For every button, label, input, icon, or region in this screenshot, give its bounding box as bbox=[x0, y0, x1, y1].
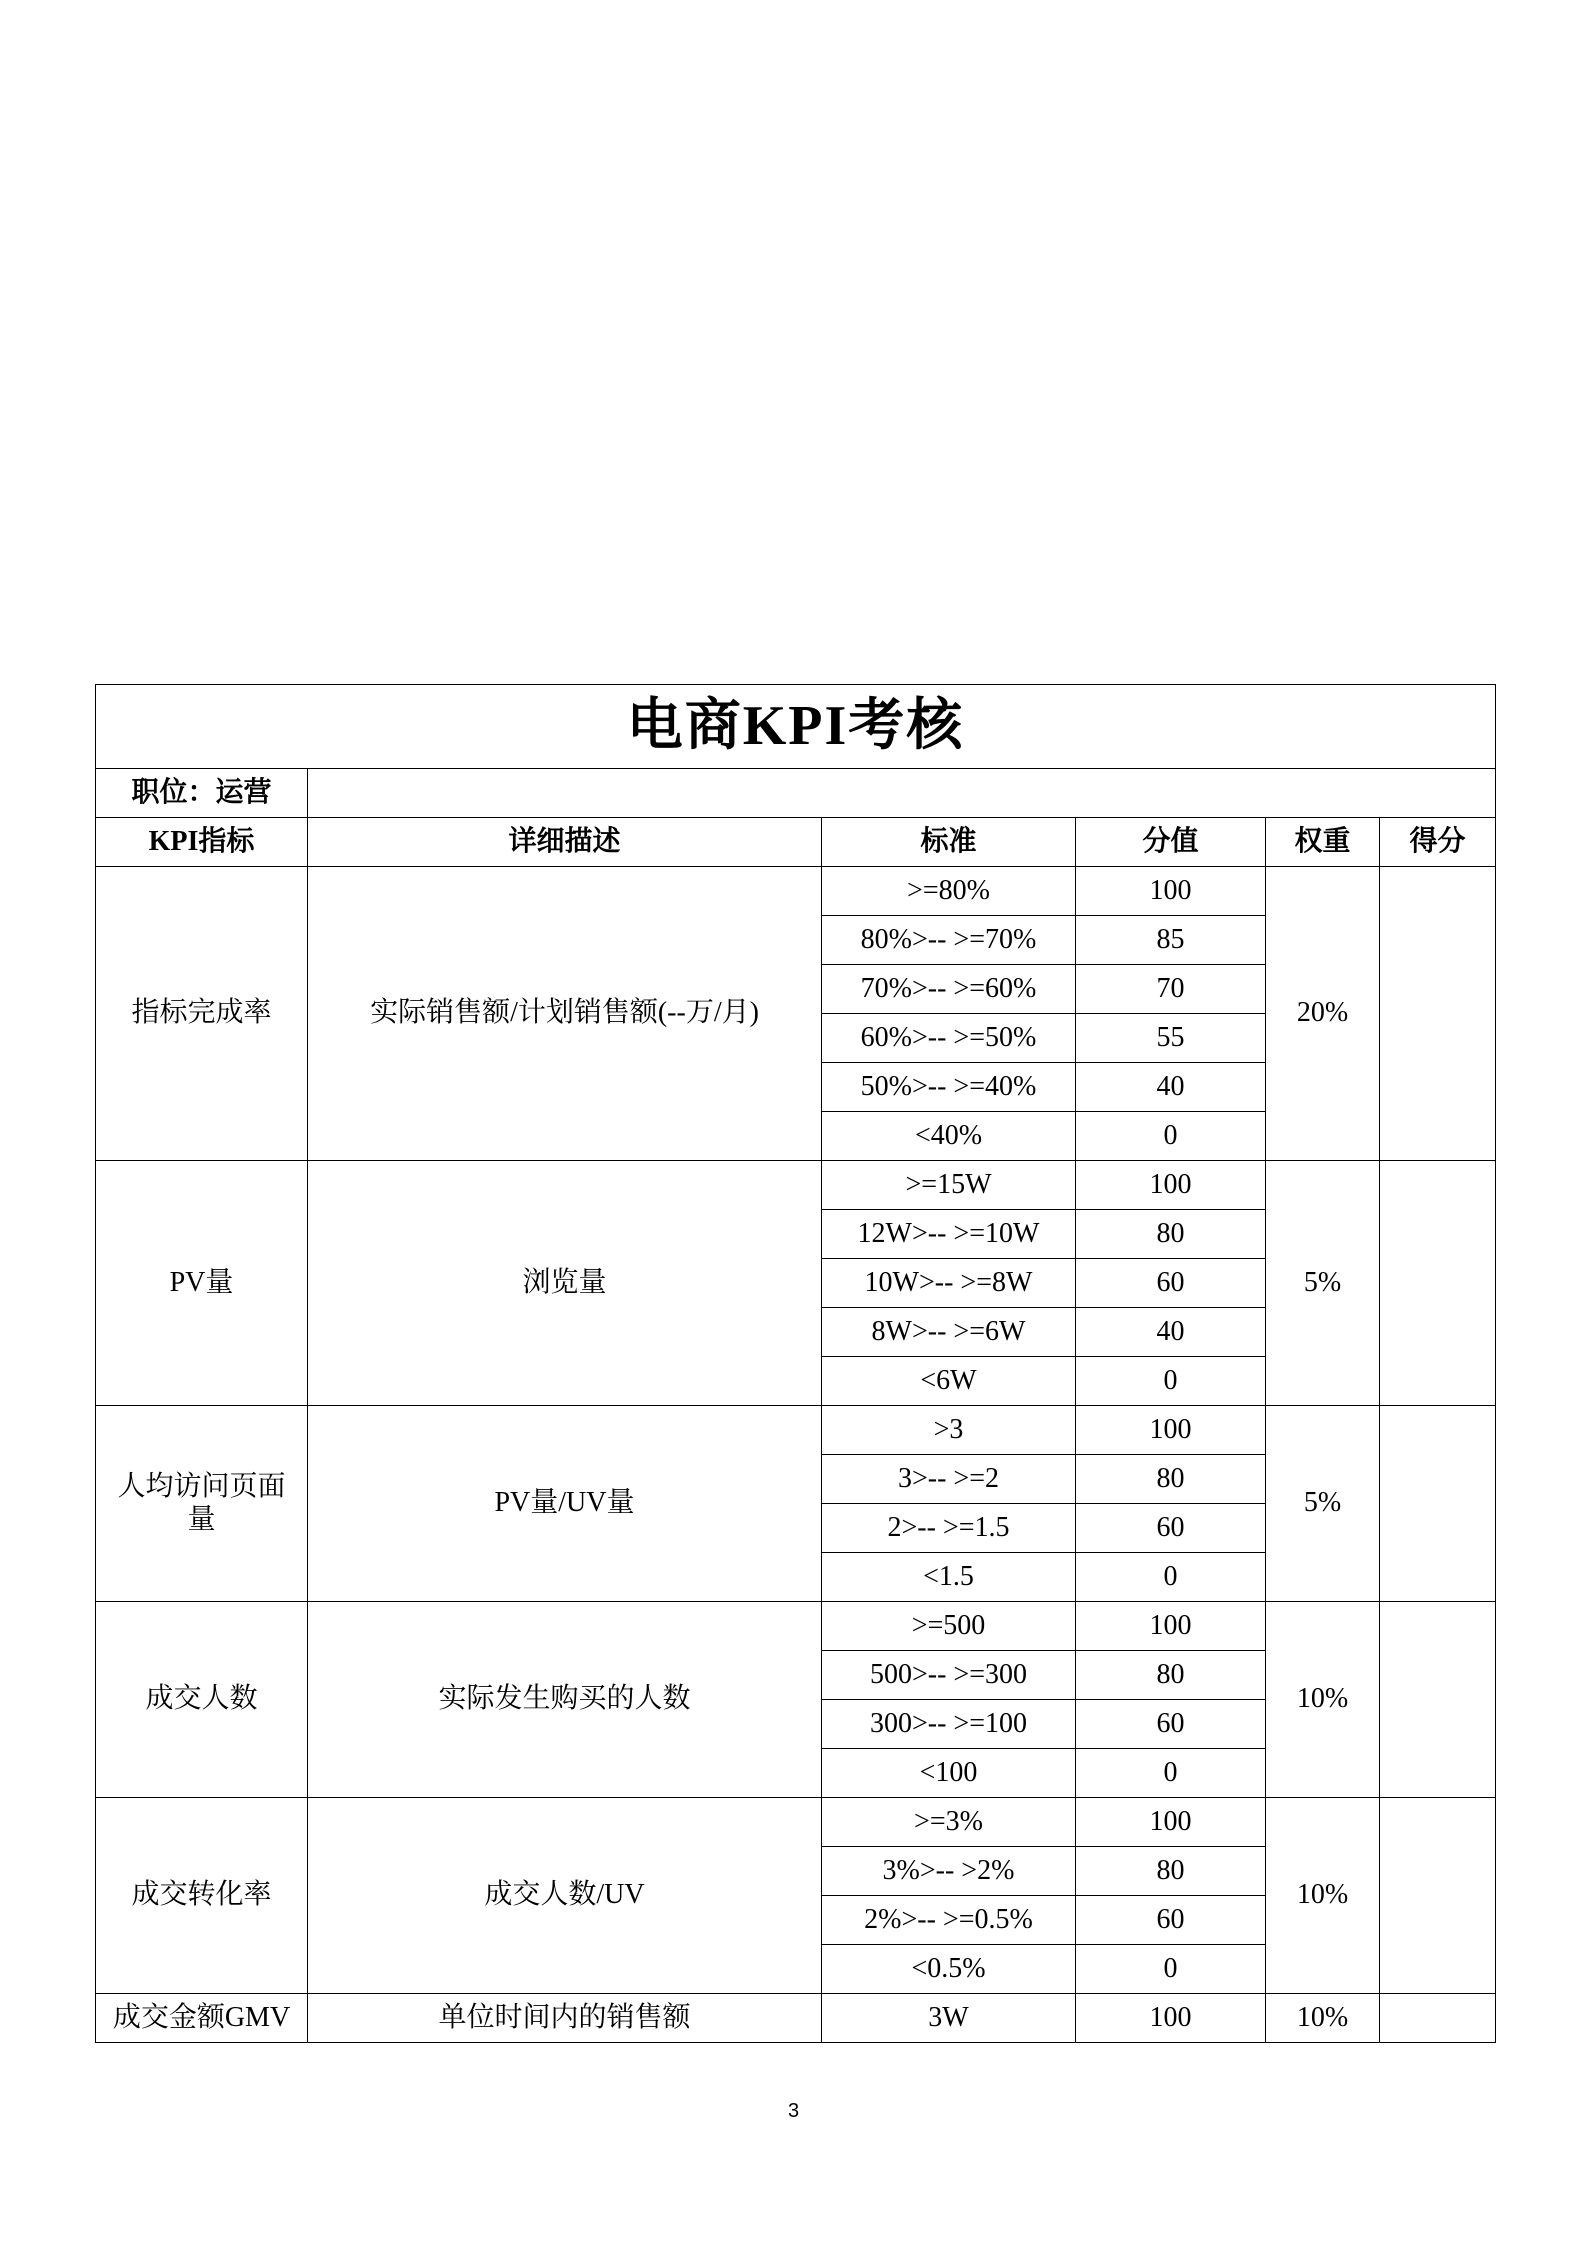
standard-cell: 2>-- >=1.5 bbox=[822, 1504, 1076, 1553]
result-cell[interactable] bbox=[1380, 867, 1496, 1161]
kpi-description: 实际发生购买的人数 bbox=[308, 1602, 822, 1798]
standard-cell: <0.5% bbox=[822, 1945, 1076, 1994]
score-cell: 100 bbox=[1076, 1798, 1266, 1847]
standard-cell: >=15W bbox=[822, 1161, 1076, 1210]
result-cell[interactable] bbox=[1380, 1798, 1496, 1994]
score-cell: 0 bbox=[1076, 1112, 1266, 1161]
standard-cell: <1.5 bbox=[822, 1553, 1076, 1602]
score-cell: 80 bbox=[1076, 1651, 1266, 1700]
result-cell[interactable] bbox=[1380, 1602, 1496, 1798]
weight-cell: 20% bbox=[1266, 867, 1380, 1161]
table-row bbox=[96, 1406, 1496, 1455]
standard-cell: 300>-- >=100 bbox=[822, 1700, 1076, 1749]
score-cell: 100 bbox=[1076, 1161, 1266, 1210]
score-cell: 80 bbox=[1076, 1847, 1266, 1896]
score-cell: 85 bbox=[1076, 916, 1266, 965]
header-standard: 标准 bbox=[822, 818, 1076, 867]
kpi-name: 指标完成率 bbox=[96, 867, 308, 1161]
header-description: 详细描述 bbox=[308, 818, 822, 867]
standard-cell: 80%>-- >=70% bbox=[822, 916, 1076, 965]
standard-cell: 3%>-- >2% bbox=[822, 1847, 1076, 1896]
kpi-name: 成交人数 bbox=[96, 1602, 308, 1798]
score-cell: 100 bbox=[1076, 867, 1266, 916]
table-row bbox=[96, 867, 1496, 916]
standard-cell: 3W bbox=[822, 1994, 1076, 2043]
document-title: 电商KPI考核 bbox=[96, 685, 1496, 769]
standard-cell: <40% bbox=[822, 1112, 1076, 1161]
score-cell: 100 bbox=[1076, 1406, 1266, 1455]
weight-cell: 10% bbox=[1266, 1994, 1380, 2043]
score-cell: 60 bbox=[1076, 1896, 1266, 1945]
header-weight: 权重 bbox=[1266, 818, 1380, 867]
score-cell: 40 bbox=[1076, 1063, 1266, 1112]
standard-cell: 500>-- >=300 bbox=[822, 1651, 1076, 1700]
standard-cell: 60%>-- >=50% bbox=[822, 1014, 1076, 1063]
table-row bbox=[96, 1602, 1496, 1651]
header-result: 得分 bbox=[1380, 818, 1496, 867]
score-cell: 60 bbox=[1076, 1259, 1266, 1308]
kpi-description: 成交人数/UV bbox=[308, 1798, 822, 1994]
table-row bbox=[96, 1994, 1496, 2043]
score-cell: 0 bbox=[1076, 1357, 1266, 1406]
kpi-description: PV量/UV量 bbox=[308, 1406, 822, 1602]
kpi-description: 实际销售额/计划销售额(--万/月) bbox=[308, 867, 822, 1161]
standard-cell: 12W>-- >=10W bbox=[822, 1210, 1076, 1259]
header-row bbox=[96, 818, 1496, 867]
score-cell: 80 bbox=[1076, 1210, 1266, 1259]
kpi-name: 成交转化率 bbox=[96, 1798, 308, 1994]
weight-cell: 5% bbox=[1266, 1406, 1380, 1602]
page-number: 3 bbox=[787, 2100, 800, 2122]
score-cell: 70 bbox=[1076, 965, 1266, 1014]
score-cell: 60 bbox=[1076, 1700, 1266, 1749]
standard-cell: >=80% bbox=[822, 867, 1076, 916]
kpi-table bbox=[95, 684, 1496, 2043]
result-cell[interactable] bbox=[1380, 1161, 1496, 1406]
standard-cell: >3 bbox=[822, 1406, 1076, 1455]
standard-cell: >=500 bbox=[822, 1602, 1076, 1651]
standard-cell: <100 bbox=[822, 1749, 1076, 1798]
standard-cell: 3>-- >=2 bbox=[822, 1455, 1076, 1504]
standard-cell: 2%>-- >=0.5% bbox=[822, 1896, 1076, 1945]
standard-cell: 50%>-- >=40% bbox=[822, 1063, 1076, 1112]
kpi-name: 成交金额GMV bbox=[96, 1994, 308, 2043]
header-kpi: KPI指标 bbox=[96, 818, 308, 867]
score-cell: 80 bbox=[1076, 1455, 1266, 1504]
standard-cell: 8W>-- >=6W bbox=[822, 1308, 1076, 1357]
standard-cell: 10W>-- >=8W bbox=[822, 1259, 1076, 1308]
kpi-name: PV量 bbox=[96, 1161, 308, 1406]
score-cell: 0 bbox=[1076, 1945, 1266, 1994]
standard-cell: 70%>-- >=60% bbox=[822, 965, 1076, 1014]
score-cell: 60 bbox=[1076, 1504, 1266, 1553]
standard-cell: >=3% bbox=[822, 1798, 1076, 1847]
position-value-cell[interactable] bbox=[308, 769, 1496, 818]
kpi-description: 浏览量 bbox=[308, 1161, 822, 1406]
kpi-description: 单位时间内的销售额 bbox=[308, 1994, 822, 2043]
kpi-name: 人均访问页面量 bbox=[96, 1406, 308, 1602]
result-cell[interactable] bbox=[1380, 1994, 1496, 2043]
table-row bbox=[96, 1161, 1496, 1210]
score-cell: 100 bbox=[1076, 1602, 1266, 1651]
score-cell: 55 bbox=[1076, 1014, 1266, 1063]
table-row bbox=[96, 1798, 1496, 1847]
weight-cell: 10% bbox=[1266, 1798, 1380, 1994]
score-cell: 0 bbox=[1076, 1553, 1266, 1602]
score-cell: 0 bbox=[1076, 1749, 1266, 1798]
standard-cell: <6W bbox=[822, 1357, 1076, 1406]
score-cell: 40 bbox=[1076, 1308, 1266, 1357]
score-cell: 100 bbox=[1076, 1994, 1266, 2043]
header-score: 分值 bbox=[1076, 818, 1266, 867]
weight-cell: 5% bbox=[1266, 1161, 1380, 1406]
result-cell[interactable] bbox=[1380, 1406, 1496, 1602]
position-label: 职位：运营 bbox=[96, 769, 308, 818]
weight-cell: 10% bbox=[1266, 1602, 1380, 1798]
